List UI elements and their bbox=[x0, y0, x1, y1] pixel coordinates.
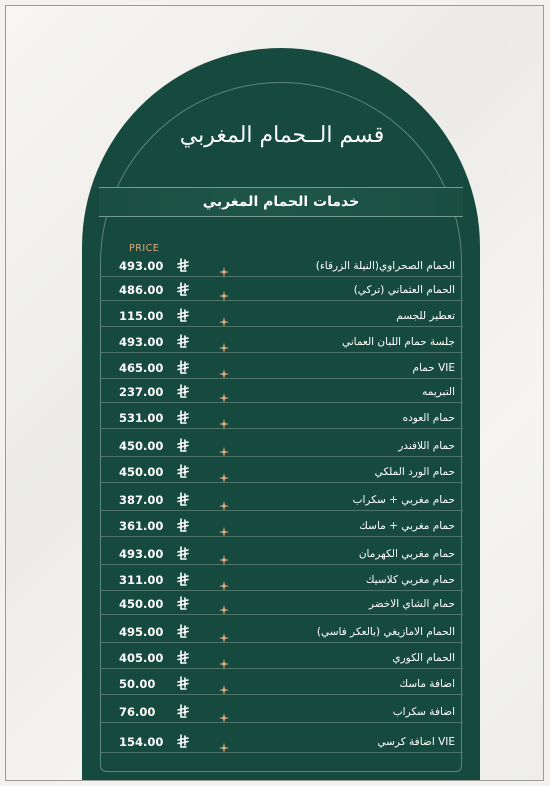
item-name: الحمام الكوري bbox=[392, 652, 455, 664]
section-header: خدمات الحمام المغربي bbox=[99, 187, 463, 217]
saudi-riyal-icon bbox=[176, 624, 190, 639]
four-point-star-icon bbox=[219, 468, 229, 478]
menu-item-row bbox=[101, 379, 463, 403]
item-price: 154.00 bbox=[119, 735, 164, 749]
item-name: حمام العوده bbox=[402, 412, 455, 424]
menu-item-row bbox=[101, 643, 463, 669]
saudi-riyal-icon bbox=[176, 438, 190, 453]
menu-item-row bbox=[101, 615, 463, 643]
four-point-star-icon bbox=[219, 364, 229, 374]
item-name: الحمام العثماني (تركي) bbox=[353, 284, 455, 296]
item-name: حمام اللافندر bbox=[398, 440, 455, 452]
item-name: حمام مغربي كلاسيك bbox=[365, 574, 455, 586]
item-name: VIE اضافة كرسي bbox=[377, 736, 455, 748]
four-point-star-icon bbox=[219, 496, 229, 506]
four-point-star-icon bbox=[219, 680, 229, 690]
item-price: 531.00 bbox=[119, 411, 164, 425]
item-name: تعطير للجسم bbox=[396, 310, 455, 322]
item-name: التبريمه bbox=[422, 386, 455, 398]
item-name: حمام مغربي + ماسك bbox=[359, 520, 455, 532]
saudi-riyal-icon bbox=[176, 518, 190, 533]
four-point-star-icon bbox=[219, 654, 229, 664]
item-name: حمام الورد الملكي bbox=[374, 466, 455, 478]
item-name: حمام الشاي الاخضر bbox=[368, 598, 455, 610]
item-price: 450.00 bbox=[119, 439, 164, 453]
menu-item-row bbox=[101, 429, 463, 457]
four-point-star-icon bbox=[219, 442, 229, 452]
saudi-riyal-icon bbox=[176, 734, 190, 749]
page-title: قسم الــحمام المغربي bbox=[179, 123, 385, 148]
menu-item-row bbox=[101, 483, 463, 511]
item-name: الحمام الصحراوي(النيلة الزرقاء) bbox=[315, 260, 455, 272]
saudi-riyal-icon bbox=[176, 546, 190, 561]
four-point-star-icon bbox=[219, 414, 229, 424]
four-point-star-icon bbox=[219, 600, 229, 610]
item-price: 493.00 bbox=[119, 335, 164, 349]
menu-item-row bbox=[101, 669, 463, 695]
menu-item-row bbox=[101, 511, 463, 537]
saudi-riyal-icon bbox=[176, 676, 190, 691]
saudi-riyal-icon bbox=[176, 334, 190, 349]
menu-item-row bbox=[101, 695, 463, 723]
item-price: 361.00 bbox=[119, 519, 164, 533]
item-price: 311.00 bbox=[119, 573, 164, 587]
four-point-star-icon bbox=[219, 286, 229, 296]
item-price: 486.00 bbox=[119, 283, 164, 297]
saudi-riyal-icon bbox=[176, 650, 190, 665]
four-point-star-icon bbox=[219, 738, 229, 748]
menu-item-row bbox=[101, 457, 463, 483]
four-point-star-icon bbox=[219, 338, 229, 348]
menu-item-row bbox=[101, 301, 463, 327]
menu-item-row bbox=[101, 537, 463, 565]
item-price: 450.00 bbox=[119, 465, 164, 479]
item-name: VIE حمام bbox=[412, 362, 455, 374]
item-price: 405.00 bbox=[119, 651, 164, 665]
menu-item-row bbox=[101, 591, 463, 615]
arch-panel bbox=[82, 48, 480, 781]
item-name: حمام مغربي + سكراب bbox=[352, 494, 455, 506]
four-point-star-icon bbox=[219, 708, 229, 718]
item-name: اضافة سكراب bbox=[392, 706, 455, 718]
menu-item-row bbox=[101, 251, 463, 277]
saudi-riyal-icon bbox=[176, 572, 190, 587]
saudi-riyal-icon bbox=[176, 704, 190, 719]
four-point-star-icon bbox=[219, 388, 229, 398]
menu-item-row bbox=[101, 565, 463, 591]
four-point-star-icon bbox=[219, 312, 229, 322]
item-name: حمام مغربي الكهرمان bbox=[358, 548, 455, 560]
item-price: 237.00 bbox=[119, 385, 164, 399]
saudi-riyal-icon bbox=[176, 596, 190, 611]
item-price: 493.00 bbox=[119, 259, 164, 273]
item-price: 495.00 bbox=[119, 625, 164, 639]
item-name: اضافة ماسك bbox=[399, 678, 455, 690]
item-price: 76.00 bbox=[119, 705, 156, 719]
item-price: 450.00 bbox=[119, 597, 164, 611]
price-column-header: PRICE bbox=[129, 243, 160, 254]
saudi-riyal-icon bbox=[176, 308, 190, 323]
menu-item-row bbox=[101, 403, 463, 429]
menu-item-row bbox=[101, 277, 463, 301]
four-point-star-icon bbox=[219, 628, 229, 638]
item-price: 465.00 bbox=[119, 361, 164, 375]
four-point-star-icon bbox=[219, 262, 229, 272]
item-price: 493.00 bbox=[119, 547, 164, 561]
saudi-riyal-icon bbox=[176, 464, 190, 479]
four-point-star-icon bbox=[219, 550, 229, 560]
item-price: 115.00 bbox=[119, 309, 164, 323]
menu-item-row bbox=[101, 327, 463, 353]
saudi-riyal-icon bbox=[176, 360, 190, 375]
arch-border bbox=[100, 82, 462, 772]
menu-page bbox=[5, 5, 544, 781]
saudi-riyal-icon bbox=[176, 384, 190, 399]
saudi-riyal-icon bbox=[176, 410, 190, 425]
menu-item-row bbox=[101, 723, 463, 753]
item-name: الحمام الامازيغي (بالعكر فاسي) bbox=[316, 626, 455, 638]
item-price: 387.00 bbox=[119, 493, 164, 507]
saudi-riyal-icon bbox=[176, 492, 190, 507]
saudi-riyal-icon bbox=[176, 258, 190, 273]
four-point-star-icon bbox=[219, 576, 229, 586]
item-name: جلسة حمام اللبان العماني bbox=[341, 336, 455, 348]
menu-item-row bbox=[101, 353, 463, 379]
four-point-star-icon bbox=[219, 522, 229, 532]
saudi-riyal-icon bbox=[176, 282, 190, 297]
item-price: 50.00 bbox=[119, 677, 156, 691]
